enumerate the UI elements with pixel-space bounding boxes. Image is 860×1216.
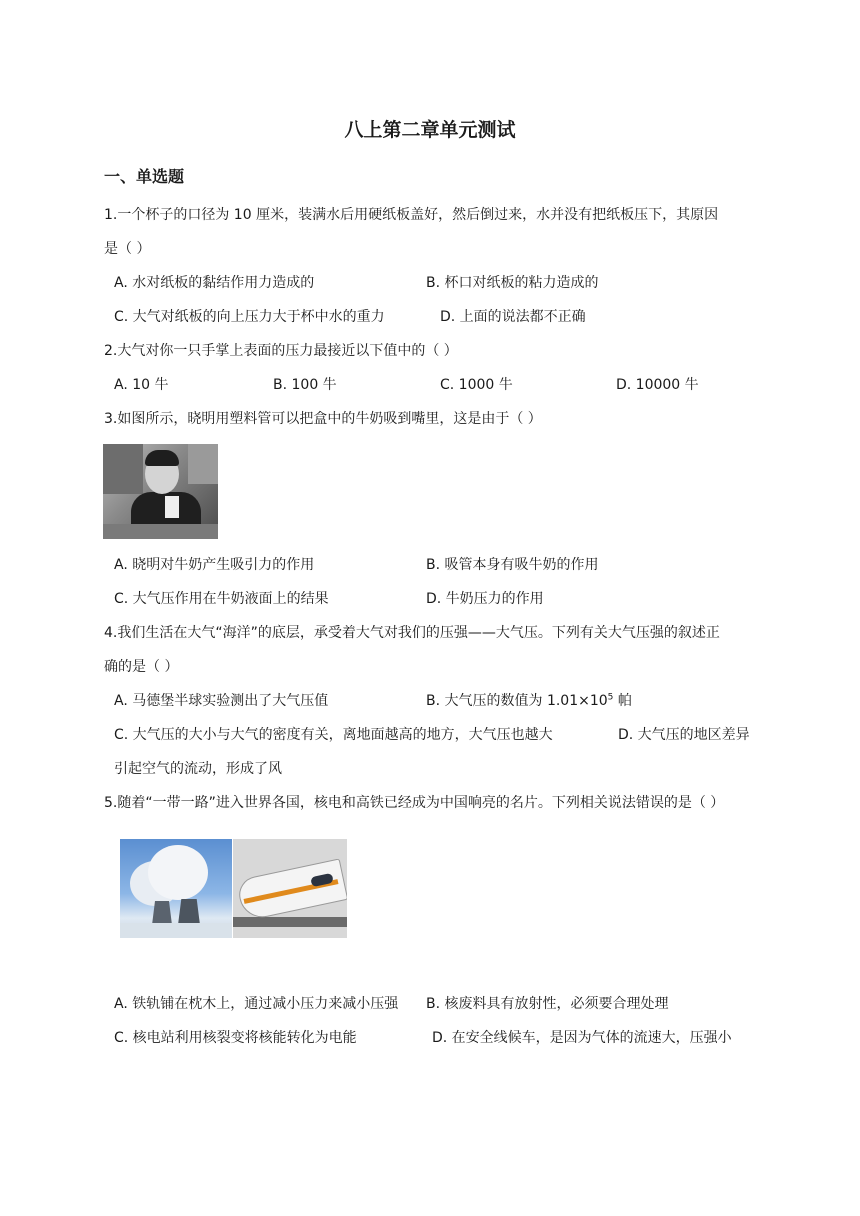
question-1-stem-cont: 是（ ） [104, 241, 151, 257]
question-3-stem: 3.如图所示，晓明用塑料管可以把盒中的牛奶吸到嘴里，这是由于（ ） [104, 411, 542, 427]
question-4-option-d-cont: 引起空气的流动，形成了风 [114, 761, 282, 777]
question-4-option-a[interactable]: A. 马德堡半球实验测出了大气压值 [114, 693, 329, 709]
question-4-option-b[interactable] [426, 691, 632, 711]
question-4-option-d[interactable]: D. 大气压的地区差异 [618, 727, 750, 743]
question-2-stem: 2.大气对你一只手掌上表面的压力最接近以下值中的（ ） [104, 343, 458, 359]
question-4-option-c[interactable]: C. 大气压的大小与大气的密度有关，离地面越高的地方，大气压也越大 [114, 727, 553, 743]
question-3-option-c[interactable]: C. 大气压作用在牛奶液面上的结果 [114, 591, 329, 607]
question-1-option-c[interactable]: C. 大气对纸板的向上压力大于杯中水的重力 [114, 309, 385, 325]
question-2-option-a[interactable]: A. 10 牛 [114, 377, 169, 393]
question-4-stem: 4.我们生活在大气“海洋”的底层，承受着大气对我们的压强——大气压。下列有关大气压强的叙述正 [104, 625, 720, 641]
section-heading: 一、单选题 [104, 167, 185, 186]
high-speed-train-photo [233, 839, 347, 938]
option-b-text: B. 大气压的数值为 1.01×10 [426, 693, 608, 709]
question-3-option-d[interactable]: D. 牛奶压力的作用 [426, 591, 544, 607]
question-5-stem: 5.随着“一带一路”进入世界各国，核电和高铁已经成为中国响亮的名片。下列相关说法错误的是（ ） [104, 795, 725, 811]
question-3-option-b[interactable]: B. 吸管本身有吸牛奶的作用 [426, 557, 599, 573]
question-2-option-b[interactable]: B. 100 牛 [273, 377, 337, 393]
nuclear-plant-photo [120, 839, 232, 938]
question-4-stem-cont: 确的是（ ） [104, 659, 179, 675]
question-5-option-c[interactable]: C. 核电站利用核裂变将核能转化为电能 [114, 1030, 357, 1046]
question-5-option-a[interactable]: A. 铁轨铺在枕木上，通过减小压力来减小压强 [114, 996, 399, 1012]
student-drinking-milk-photo [103, 444, 218, 539]
question-3-option-a[interactable]: A. 晓明对牛奶产生吸引力的作用 [114, 557, 315, 573]
option-b-unit: 帕 [613, 693, 632, 709]
exponent: 5 [607, 692, 614, 703]
question-1-option-d[interactable]: D. 上面的说法都不正确 [440, 309, 586, 325]
question-1-option-b[interactable]: B. 杯口对纸板的粘力造成的 [426, 275, 599, 291]
question-2-option-d[interactable]: D. 10000 牛 [616, 377, 699, 393]
page-title: 八上第二章单元测试 [344, 119, 516, 141]
question-5-option-d[interactable]: D. 在安全线候车，是因为气体的流速大，压强小 [432, 1030, 732, 1046]
question-2-option-c[interactable]: C. 1000 牛 [440, 377, 513, 393]
question-5-option-b[interactable]: B. 核废料具有放射性，必须要合理处理 [426, 996, 669, 1012]
question-1-stem: 1.一个杯子的口径为 10 厘米，装满水后用硬纸板盖好，然后倒过来，水并没有把纸板压下，其原因 [104, 207, 719, 223]
question-1-option-a[interactable]: A. 水对纸板的黏结作用力造成的 [114, 275, 315, 291]
